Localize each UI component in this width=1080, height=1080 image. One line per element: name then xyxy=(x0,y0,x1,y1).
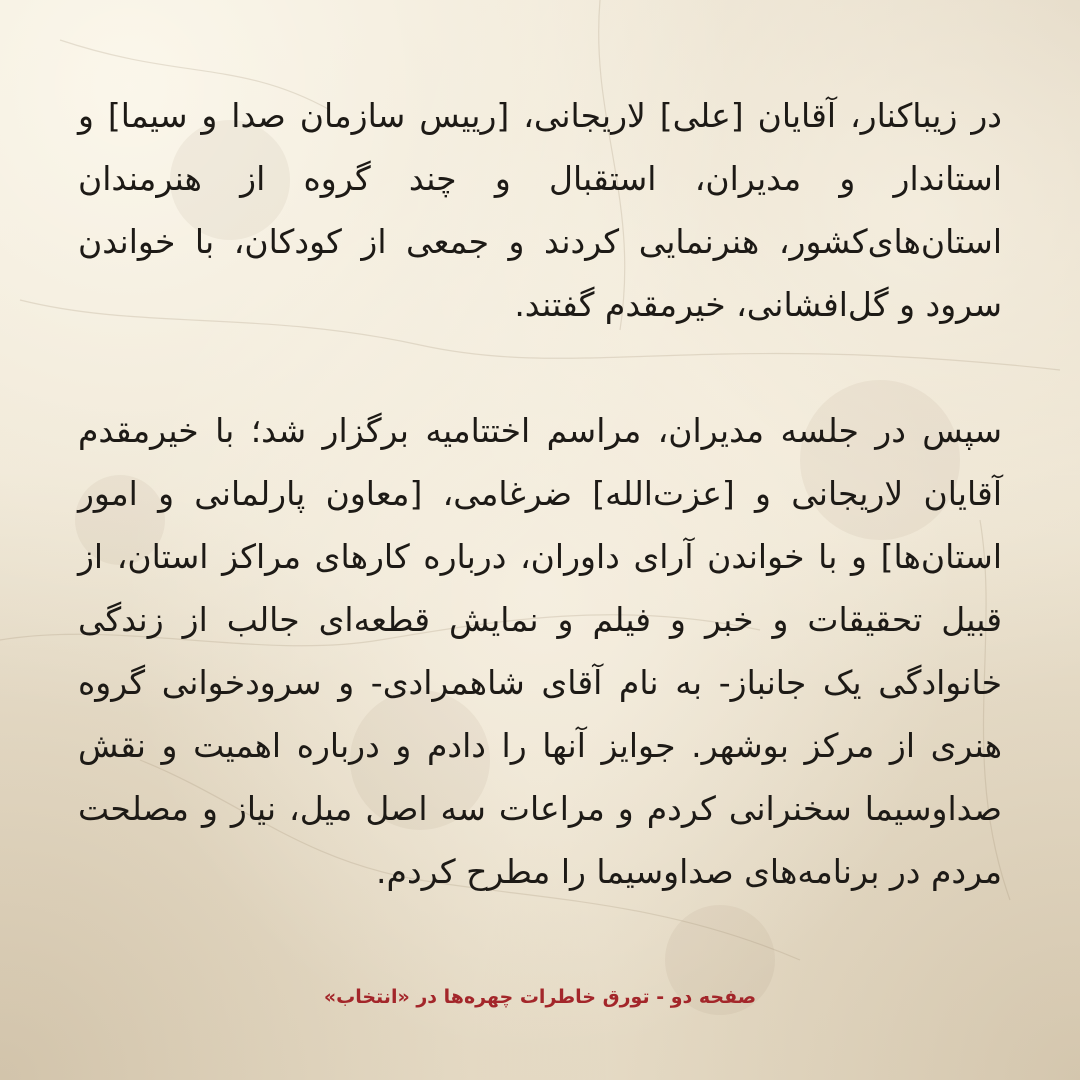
article-paragraph-1: در زیباکنار، آقایان [علی] لاریجانی، [رییس سازمان صدا و سیما] و استاندار و مدیران، استقبال و چند گروه از هنرمندان استان‌های‌کشور، هنرنمایی کردند و جمعی از کودکان، با خواندن سرود و گل‌افشانی، خیرمقدم گفتند. xyxy=(78,96,1002,324)
source-caption: صفحه دو - تورق خاطرات چهره‌ها در «انتخاب» xyxy=(323,986,757,1008)
article-paragraph-2: سپس در جلسه مدیران، مراسم اختتامیه برگزار شد؛ با خیرمقدم آقایان لاریجانی و [عزت‌الله] ضرغامی، [معاون پارلمانی و امور استان‌ها] و با خواندن آرای داوران، درباره کارهای مراکز استان، از قبیل تحقیقات و خبر و فیلم و نمایش قطعه‌ای جالب از زندگی خانوادگی یک جانباز- به نام آقای شاهمرادی- و سرودخوانی گروه هنری از مرکز بوشهر. جوایز آنها را دادم و درباره اهمیت و نقش صداوسیما سخنرانی کردم و مراعات سه اصل میل، نیاز و مصلحت مردم در برنامه‌های صداوسیما را مطرح کردم. xyxy=(78,411,1002,891)
